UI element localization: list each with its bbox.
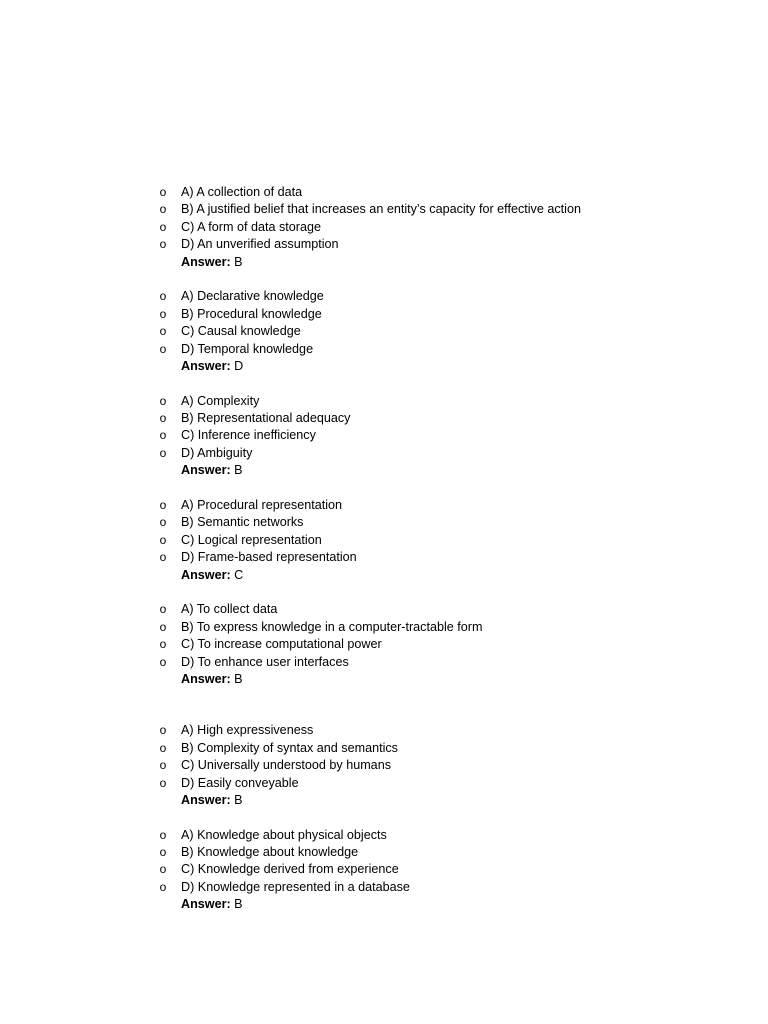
option-item [0, 219, 768, 236]
answer-line [0, 254, 768, 271]
answer-value: B [230, 254, 243, 269]
bullet-icon: o [159, 237, 167, 252]
question-block-3 [0, 393, 768, 480]
bullet-icon: o [159, 515, 167, 530]
question-block-7 [0, 827, 768, 914]
bullet-icon: o [159, 532, 167, 547]
option-text: D) To enhance user interfaces [181, 654, 349, 669]
bullet-icon: o [159, 411, 167, 426]
answer-wrap [181, 792, 243, 809]
option-item [0, 184, 768, 201]
option-text: B) Complexity of syntax and semantics [181, 740, 398, 755]
option-item [0, 775, 768, 792]
option-text: A) Complexity [181, 393, 260, 408]
option-text: B) Semantic networks [181, 515, 304, 530]
option-text: B) To express knowledge in a computer-tractable form [181, 619, 483, 634]
answer-wrap [181, 567, 243, 584]
answer-wrap [181, 896, 243, 913]
answer-line [0, 462, 768, 479]
answer-label: Answer: [181, 671, 231, 686]
bullet-icon: o [159, 550, 167, 565]
answer-wrap [181, 358, 243, 375]
option-text: C) Inference inefficiency [181, 428, 316, 443]
bullet-icon: o [159, 289, 167, 304]
option-item [0, 288, 768, 305]
answer-value: C [230, 567, 244, 582]
answer-wrap [181, 462, 243, 479]
option-text: C) A form of data storage [181, 219, 322, 234]
option-item [0, 201, 768, 218]
option-item [0, 740, 768, 757]
option-text: D) Easily conveyable [181, 775, 299, 790]
option-item [0, 445, 768, 462]
bullet-icon: o [159, 219, 167, 234]
answer-label: Answer: [181, 792, 231, 807]
bullet-icon: o [159, 341, 167, 356]
question-block-6 [0, 722, 768, 809]
spacer [0, 271, 768, 288]
bullet-icon: o [159, 758, 167, 773]
answer-label: Answer: [181, 567, 231, 582]
option-item [0, 601, 768, 618]
answer-line [0, 671, 768, 688]
spacer [0, 809, 768, 826]
bullet-icon: o [159, 602, 167, 617]
option-item [0, 514, 768, 531]
option-item [0, 497, 768, 514]
option-item [0, 549, 768, 566]
answer-line [0, 792, 768, 809]
bullet-icon: o [159, 498, 167, 513]
spacer [0, 480, 768, 497]
option-text: D) An unverified assumption [181, 237, 339, 252]
option-item [0, 879, 768, 896]
option-item [0, 619, 768, 636]
option-item [0, 410, 768, 427]
answer-value: B [230, 897, 243, 912]
option-item [0, 236, 768, 253]
bullet-icon: o [159, 879, 167, 894]
option-text: C) To increase computational power [181, 637, 382, 652]
answer-label: Answer: [181, 897, 231, 912]
option-item [0, 306, 768, 323]
option-text: D) Knowledge represented in a database [181, 879, 410, 894]
answer-wrap [181, 671, 243, 688]
bullet-icon: o [159, 619, 167, 634]
option-text: D) Temporal knowledge [181, 341, 314, 356]
option-text: B) A justified belief that increases an entity’s capacity for effective action [181, 202, 581, 217]
answer-label: Answer: [181, 254, 231, 269]
answer-wrap [181, 254, 243, 271]
bullet-icon: o [159, 324, 167, 339]
option-text: B) Procedural knowledge [181, 306, 322, 321]
option-item [0, 654, 768, 671]
option-item [0, 722, 768, 739]
bullet-icon: o [159, 723, 167, 738]
answer-value: D [230, 358, 244, 373]
bullet-icon: o [159, 654, 167, 669]
spacer [0, 375, 768, 392]
option-item [0, 844, 768, 861]
option-text: A) Procedural representation [181, 498, 343, 513]
bullet-icon: o [159, 845, 167, 860]
option-text: D) Ambiguity [181, 445, 253, 460]
option-text: A) High expressiveness [181, 723, 314, 738]
option-item [0, 861, 768, 878]
option-text: A) A collection of data [181, 185, 303, 199]
option-text: A) To collect data [181, 602, 278, 617]
answer-value: B [230, 792, 243, 807]
option-text: C) Knowledge derived from experience [181, 862, 399, 877]
option-text: D) Frame-based representation [181, 550, 357, 565]
question-block-2 [0, 288, 768, 375]
answer-label: Answer: [181, 358, 231, 373]
option-item [0, 757, 768, 774]
option-item [0, 341, 768, 358]
option-item [0, 827, 768, 844]
bullet-icon: o [159, 775, 167, 790]
option-text: A) Declarative knowledge [181, 289, 324, 304]
bullet-icon: o [159, 306, 167, 321]
option-text: C) Logical representation [181, 532, 322, 547]
option-text: B) Knowledge about knowledge [181, 845, 359, 860]
option-text: C) Universally understood by humans [181, 758, 391, 773]
answer-label: Answer: [181, 463, 231, 478]
answer-value: B [230, 671, 243, 686]
spacer [0, 584, 768, 601]
option-text: C) Causal knowledge [181, 324, 301, 339]
option-item [0, 323, 768, 340]
answer-value: B [230, 463, 243, 478]
option-text: B) Representational adequacy [181, 411, 351, 426]
bullet-icon: o [159, 637, 167, 652]
question-block-4 [0, 497, 768, 584]
document-body [0, 184, 768, 914]
bullet-icon: o [159, 393, 167, 408]
question-block-5 [0, 601, 768, 688]
answer-line [0, 358, 768, 375]
option-text: A) Knowledge about physical objects [181, 827, 387, 842]
bullet-icon: o [159, 202, 167, 217]
spacer [0, 688, 768, 722]
bullet-icon: o [159, 827, 167, 842]
bullet-icon: o [159, 445, 167, 460]
bullet-icon: o [159, 862, 167, 877]
option-item [0, 427, 768, 444]
option-item [0, 636, 768, 653]
question-block-1 [0, 184, 768, 271]
option-item [0, 393, 768, 410]
answer-line [0, 896, 768, 913]
option-item [0, 532, 768, 549]
bullet-icon: o [159, 185, 167, 199]
bullet-icon: o [159, 740, 167, 755]
bullet-icon: o [159, 428, 167, 443]
answer-line [0, 567, 768, 584]
